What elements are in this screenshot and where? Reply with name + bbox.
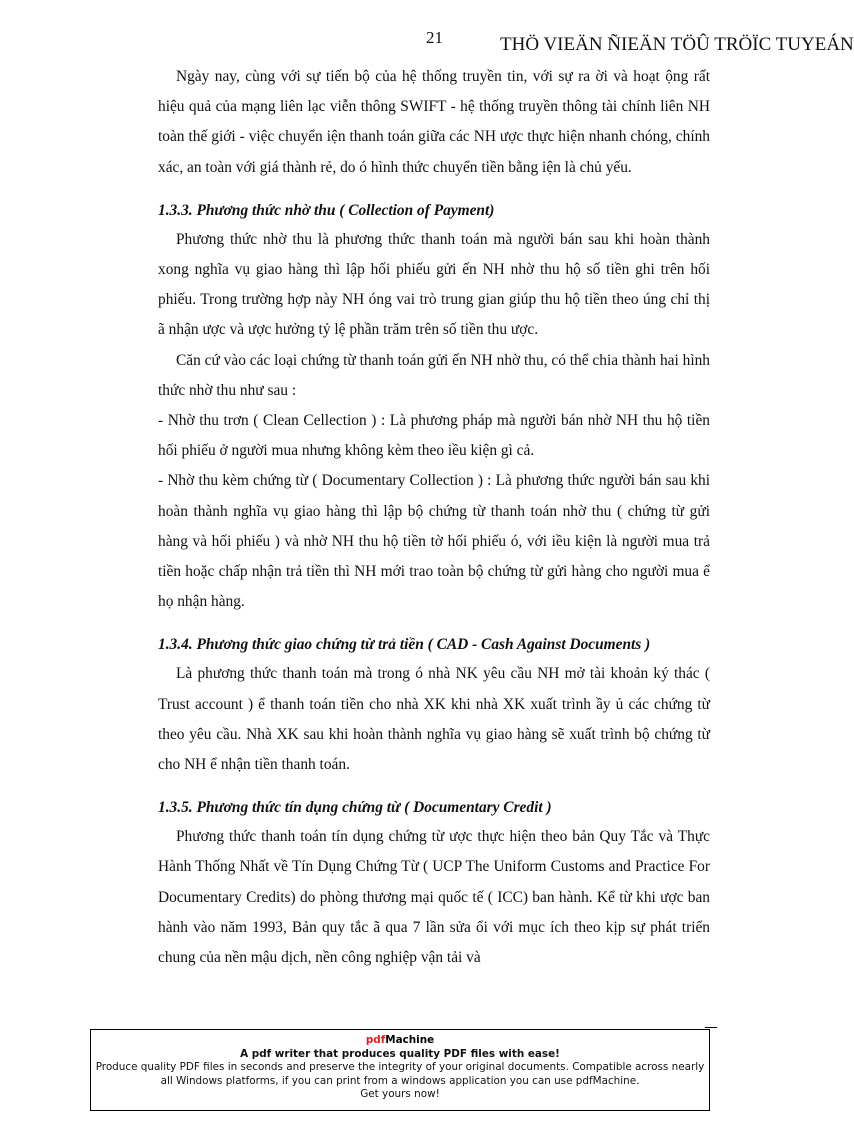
footer-brand (91, 1034, 709, 1048)
section-1-3-3-paragraph-3: - Nhờ thu trơn ( Clean Cellection ) : Là phương pháp mà người bán nhờ NH thu hộ tiền hối phiếu ở người mua nhưng không kèm theo iều kiện gì cả. (158, 412, 710, 460)
pdfmachine-footer (90, 1029, 710, 1111)
section-1-3-3-paragraph-4: - Nhờ thu kèm chứng từ ( Documentary Collection ) : Là phương thức người bán sau khi hoàn thành nghĩa vụ giao hàng thì lập bộ chứng từ thanh toán nhờ thu ( chứng từ gửi hàng và hối phiếu ) và nhờ NH thu hộ tiền tờ hối phiếu ó, với iều kiện là người mua trả tiền hoặc chấp nhận trả tiền thì NH mới trao toàn bộ chứng từ gửi hàng cho người mua ể họ nhận hàng. (158, 472, 710, 611)
document-body (158, 62, 710, 973)
section-1-3-5-heading: 1.3.5. Phương thức tín dụng chứng từ ( Documentary Credit ) (158, 799, 552, 817)
footer-description: Produce quality PDF files in seconds and preserve the integrity of your original documents. Compatible across nearly all Windows platforms, if you can print from a windows application you can use pdfMachine. (95, 1061, 705, 1087)
section-1-3-3-paragraph-1: Phương thức nhờ thu là phương thức thanh toán mà người bán sau khi hoàn thành xong nghĩa vụ giao hàng thì lập hối phiếu gửi ến NH nhờ thu hộ số tiền ghi trên hối phiếu. Trong trường hợp này NH óng vai trò trung gian giúp thu hộ tiền theo úng chỉ thị ã nhận ược và ược hưởng tỷ lệ phần trăm trên số tiền thu ược. (158, 230, 710, 339)
brand-machine: Machine (385, 1034, 435, 1046)
header-banner: THÖ VIEÄN ÑIEÄN TÖÛ TRÖÏC TUYEÁN (500, 34, 854, 55)
brand-pdf: pdf (365, 1034, 386, 1046)
section-1-3-4-heading: 1.3.4. Phương thức giao chứng từ trả tiền ( CAD - Cash Against Documents ) (158, 636, 651, 654)
footer-cta: Get yours now! (360, 1088, 440, 1100)
section-1-3-3-heading: 1.3.3. Phương thức nhờ thu ( Collection of Payment) (158, 201, 495, 219)
intro-paragraph: Ngày nay, cùng với sự tiến bộ của hệ thống truyền tin, với sự ra ời và hoạt ộng rất hiệu quả của mạng liên lạc viễn thông SWIFT - hệ thống truyền thông tài chính liên NH toàn thế giới - việc chuyển iện thanh toán giữa các NH ược thực hiện nhanh chóng, chính xác, an toàn với giá thành rẻ, do ó hình thức chuyển tiền bằng iện là chủ yếu. (158, 68, 710, 176)
footer-divider (705, 1027, 717, 1028)
section-1-3-5-paragraph-1: Phương thức thanh toán tín dụng chứng từ ược thực hiện theo bản Quy Tắc và Thực Hành Thống Nhất về Tín Dụng Chứng Từ ( UCP The Uniform Customs and Practice For Documentary Credits) do phòng thương mại quốc tế ( ICC) ban hành. Kể từ khi ược ban hành vào năm 1993, Bản quy tắc ã qua 7 lần sửa ổi với mục ích theo kịp sự phát triển chung của nền mậu dịch, nền công nghiệp vận tải và (158, 828, 710, 967)
section-1-3-3-paragraph-2: Căn cứ vào các loại chứng từ thanh toán gửi ến NH nhờ thu, có thể chia thành hai hình thức nhờ thu như sau : (158, 351, 710, 399)
section-1-3-4-paragraph-1: Là phương thức thanh toán mà trong ó nhà NK yêu cầu NH mở tài khoản ký thác ( Trust account ) ể thanh toán tiền cho nhà XK khi nhà XK xuất trình ầy ủ các chứng từ theo yêu cầu. Nhà XK sau khi hoàn thành nghĩa vụ giao hàng sẽ xuất trình bộ chứng từ cho NH ể nhận tiền thanh toán. (158, 665, 710, 774)
footer-tagline: A pdf writer that produces quality PDF files with ease! (240, 1047, 560, 1060)
page-number: 21 (426, 28, 443, 47)
